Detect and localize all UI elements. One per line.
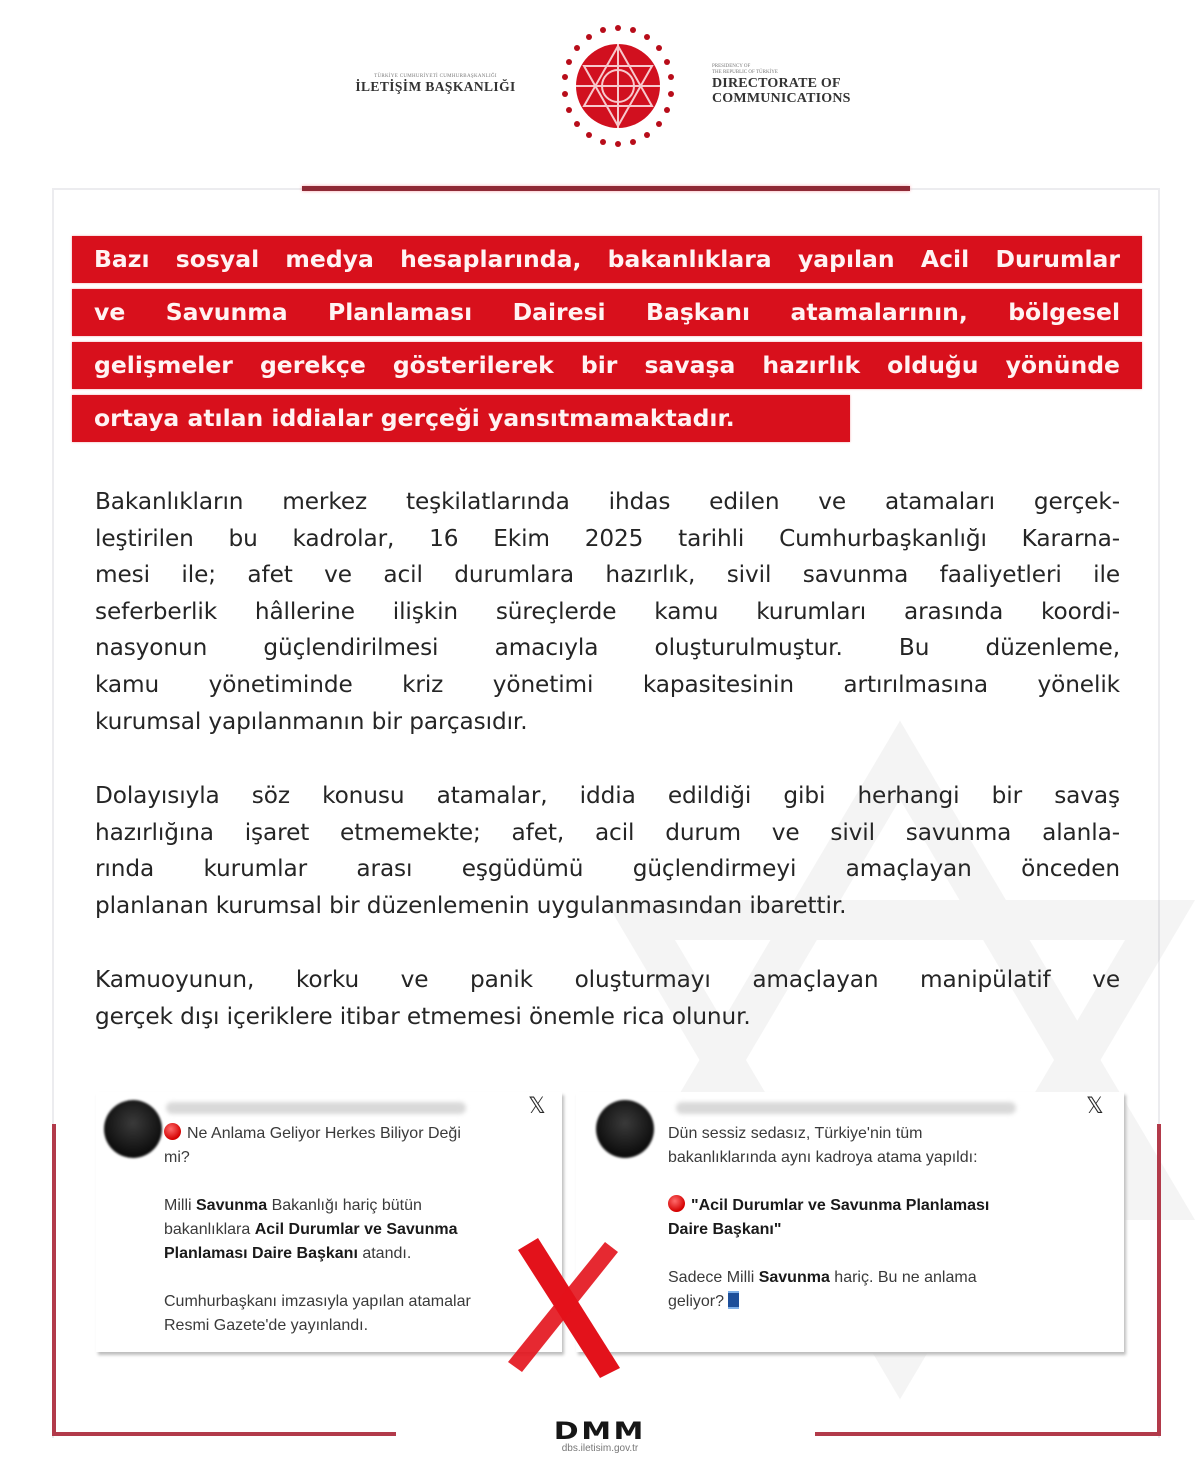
- frame-border: [1157, 1124, 1161, 1436]
- logo-right-title-1: DIRECTORATE OF: [712, 76, 841, 91]
- tweet-screenshot-1: [96, 1092, 562, 1352]
- highlight-line: ortaya atılan iddialar gerçeği yansıtmamaktadır.: [72, 395, 850, 442]
- text-line: seferberlik hâllerine ilişkin süreçlerde kamu kurumları arasında koordi-: [95, 597, 1120, 625]
- highlight-line: ve Savunma Planlaması Dairesi Başkanı atamalarının, bölgesel: [72, 289, 1142, 336]
- frame-border: [52, 1432, 396, 1436]
- presidency-emblem-icon: [556, 24, 680, 148]
- tweet-body: Dün sessiz sedasız, Türkiye'nin tüm bakanlıklarında aynı kadroya atama yapıldı: "Acil Durumlar ve Savunma Planlaması Daire Başkanı" Sadece Milli Savunma hariç. Bu ne anlama geliyor?: [668, 1125, 990, 1310]
- text-line: mesi ile; afet ve acil durumlara hazırlık, sivil savunma faaliyetleri ile: [95, 561, 1120, 589]
- blurred-username: [676, 1102, 1016, 1114]
- text-line: Dolayısıyla söz konusu atamalar, iddia edildiği gibi herhangi bir savaş: [95, 782, 1120, 809]
- tweet-body: Ne Anlama Geliyor Herkes Biliyor Deği mi? Milli Savunma Bakanlığı hariç bütün bakanlıklara Acil Durumlar ve Savunma Planlaması Daire Başkanı atandı. Cumhurbaşkanı imzasıyla yapılan atamalar Resmi Gazete'de yayınlandı.: [164, 1125, 471, 1334]
- text-line: hazırlığına işaret etmemekte; afet, acil durum ve sivil savunma alanla-: [95, 818, 1120, 846]
- directorate-of-communications-logo: [712, 64, 892, 106]
- blurred-username: [166, 1102, 466, 1114]
- paragraph-2: [95, 778, 1120, 924]
- thread-spool-icon: [728, 1291, 739, 1309]
- logo-right-subtitle-1: PRESIDENCY OF: [712, 64, 751, 69]
- logo-right-subtitle-2: THE REPUBLIC OF TÜRKİYE: [712, 70, 778, 75]
- iletisim-baskanligi-logo: [343, 74, 528, 95]
- avatar: [596, 1100, 654, 1158]
- header: [0, 0, 1200, 180]
- red-circle-icon: [164, 1123, 181, 1140]
- paragraph-3: [95, 962, 1120, 1035]
- frame-border: [815, 1432, 1161, 1436]
- x-logo-icon: 𝕏: [528, 1094, 546, 1119]
- avatar: [104, 1100, 162, 1158]
- dmm-url: dbs.iletisim.gov.tr: [561, 1443, 639, 1454]
- red-cross-mark-icon: [500, 1230, 630, 1380]
- dmm-footer-logo: [530, 1417, 670, 1454]
- text-line: gerçek dışı içeriklere itibar etmemesi önemle rica olunur.: [95, 1002, 751, 1030]
- logo-left-subtitle: TÜRKİYE CUMHURİYETİ CUMHURBAŞKANLIĞI: [374, 74, 497, 79]
- red-circle-icon: [668, 1195, 685, 1212]
- text-line: rında kurumlar arası eşgüdümü güçlendirmeyi amaçlayan önceden: [95, 855, 1120, 883]
- text-line: kurumsal yapılanmanın bir parçasıdır.: [95, 707, 528, 735]
- text-line: nasyonun güçlendirilmesi amacıyla oluşturulmuştur. Bu düzenleme,: [95, 634, 1120, 662]
- text-line: Bakanlıkların merkez teşkilatlarında ihdas edilen ve atamaları gerçek-: [95, 488, 1120, 515]
- highlight-lead: [72, 236, 1142, 448]
- accent-bar: [302, 186, 910, 191]
- highlight-line: Bazı sosyal medya hesaplarında, bakanlıklara yapılan Acil Durumlar: [72, 236, 1142, 283]
- tweet-screenshot-2: [576, 1092, 1124, 1352]
- logo-right-title-2: COMMUNICATIONS: [712, 91, 851, 106]
- logo-left-title: İLETİŞİM BAŞKANLIĞI: [355, 79, 516, 94]
- text-line: Kamuoyunun, korku ve panik oluşturmayı amaçlayan manipülatif ve: [95, 966, 1120, 993]
- x-logo-icon: 𝕏: [1086, 1094, 1104, 1119]
- paragraph-1: [95, 484, 1120, 740]
- text-line: kamu yönetiminde kriz yönetimi kapasitesinin artırılmasına yönelik: [95, 670, 1120, 698]
- dmm-logo: DMM: [553, 1417, 647, 1445]
- frame-border: [52, 1124, 56, 1436]
- text-line: planlanan kurumsal bir düzenlemenin uygulanmasından ibarettir.: [95, 891, 847, 919]
- text-line: leştirilen bu kadrolar, 16 Ekim 2025 tarihli Cumhurbaşkanlığı Kararna-: [95, 524, 1120, 552]
- highlight-line: gelişmeler gerekçe gösterilerek bir savaşa hazırlık olduğu yönünde: [72, 342, 1142, 389]
